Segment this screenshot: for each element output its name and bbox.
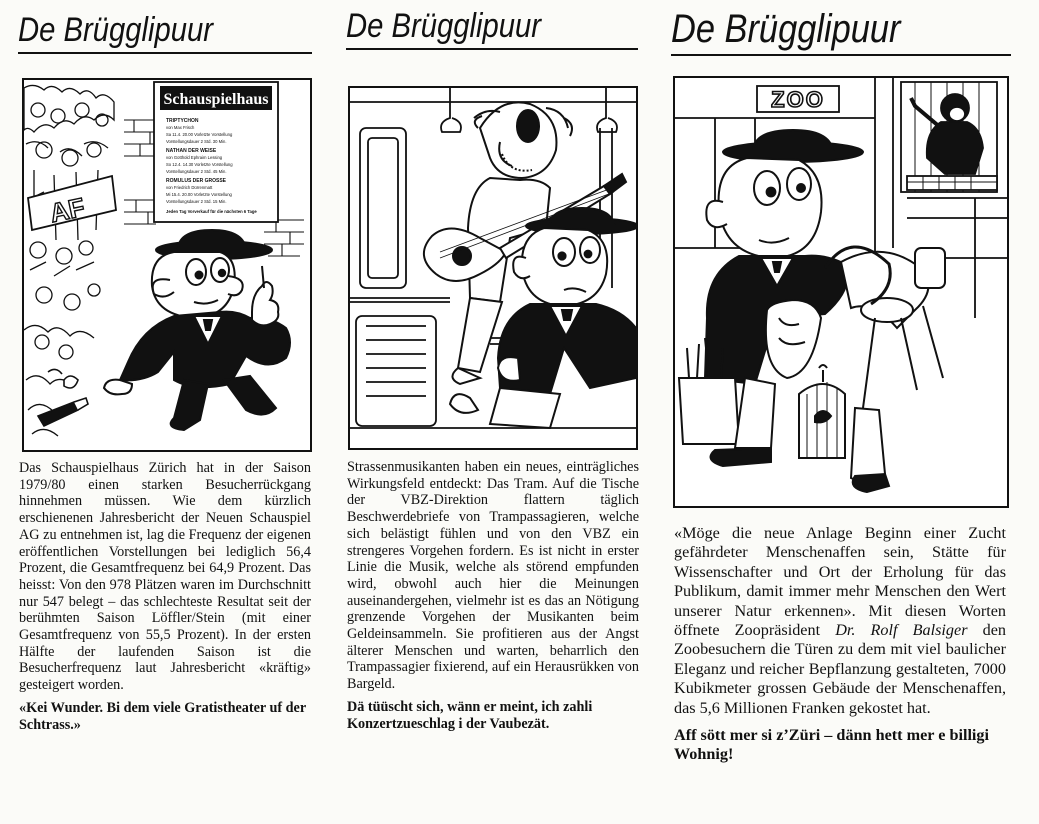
poster-line: ROMULUS DER GROSSE [166,178,227,184]
article-text: «Möge die neue Anlage Beginn einer Zucht gefährdeter Menschenaffen sein, Stätte für Wissenschafter und Ort der Erholung für das Publikum, damit immer mehr Menschen den Wert unserer Natur erkennen». Mit diesen Worten öffnete Zoopräsident [674,524,1006,640]
article-paragraph: Strassenmusikanten haben ein neues, einträgliches Wirkungsfeld entdeckt: Das Tram. Auf die Tische der VBZ-Direktion flattern täglich Beschwerdebriefe von Trampassagieren, welche sich belästigt fühlen und von den VBZ ein strengeres Vorgehen fordern. Es ist nicht in erster Linie die Musik, welche als störend empfunden wird, obwohl auch hier die Meinungen auseinandergehen, vielmehr ist es das an Nötigung grenzende Vorgehen der Musikanten beim Geldeinsammeln. Sie profitieren aus der Angst älterer Menschen und warten, beharrlich den Trampassagier fixierend, auf ein Herausrükken von Bargeld. [347,459,639,693]
poster-line: Vorstellungsdauer 2 Std. 15 Min. [166,199,227,204]
poster-line: Vorstellungsdauer 2 Std. 45 Min. [166,169,227,174]
poster-line: von Max Frisch [166,125,195,130]
poster-line: Sa 11.4. 20.00 Vorletzte Vorstellung [166,132,233,137]
article-theater [18,0,312,733]
article-title: De Brügglipuur [346,7,542,45]
crowd-banner [28,176,116,230]
article-title: De Brügglipuur [18,11,214,49]
article-paragraph: Das Schauspielhaus Zürich hat in der Saison 1979/80 einen starken Besucherrückgang hinnehmen müssen. Wie dem kürzlich erschienenen Jahresbericht der Neuen Schauspiel AG zu entnehmen ist, lag die Frequenz der eigenen eröffentlichen Vorstellungen bei lediglich 56,4 Prozent, die Gesamtfrequenz bei 64,9 Prozent. Das heisst: Von den 978 Plätzen waren im Durchschnitt nur 547 belegt – das schlechteste Resultat seit der berühmten Saison Löffler/Stein (mit einer Gesamtfrequenz von 55,5 Prozent). In der ersten Hälfte der laufenden Saison ist die Besucherfrequenz laut Jahresbericht «kräftig» gesteigert worden. [19,460,311,694]
poster-line: NATHAN DER WEISE [166,148,217,154]
article-title: De Brügglipuur [671,7,901,51]
article-body [674,524,1006,765]
poster-line: So 12.4. 14.30 Vorletzte Vorstellung [166,162,233,167]
cartoon-theater-drawing [24,80,310,450]
article-zoo [671,0,1011,764]
cartoon-tram [348,86,638,450]
punchline: Dä tüüscht sich, wänn er meint, ich zahli Konzertzueschlag i der Vaubezät. [347,698,593,732]
punchline: Aff sött mer si z’Züri – dänn hett mer e billigi Wohnig! [674,726,990,764]
title-rule [671,54,1011,56]
article-body [347,459,639,732]
title-rule [346,48,638,50]
bottles [38,369,88,426]
poster-line: Jeden Tag Vorverkauf für die nächsten 6 Tage [166,209,257,214]
article-body [19,460,311,733]
cartoon-zoo [673,76,1009,508]
article-tram [346,0,639,732]
zoo-sign-text: ZOO [771,87,825,112]
banner-text: AF [47,191,88,229]
poster-line: Mi 15.4. 20.00 Vorletzte Vorstellung [166,192,232,197]
cartoon-tram-drawing [350,88,636,448]
title-rule [18,52,312,54]
article-paragraph [674,524,1006,718]
zoo-sign [757,86,839,112]
punchline: «Kei Wunder. Bi dem viele Gratistheater uf der Schtrass.» [19,699,306,733]
poster-line: Vorstellungsdauer 2 Std. 30 Min. [166,139,227,144]
cartoon-theater [22,78,312,452]
poster-line: TRIPTYCHON [166,118,199,124]
theater-poster [154,82,278,222]
cartoon-zoo-drawing [675,78,1007,506]
ape-enclosure [901,82,997,192]
poster-line: von Friedrich Dürrenmatt [166,185,213,190]
person-name: Dr. Rolf Balsiger [835,621,968,640]
article-text: den Zoobesuchern die Türen zu dem mit viel baulicher Eleganz und reicher Bepflanzung gestalteten, 7000 Kubikmeter grossen Gebäude der Menschenaffen, das 5,6 Millionen Franken gekostet hat. [674,621,1006,717]
poster-line: von Gotthold Ephraim Lessing [166,155,223,160]
poster-title: Schauspielhaus [163,91,269,108]
character-bruegglipuur [104,230,290,430]
